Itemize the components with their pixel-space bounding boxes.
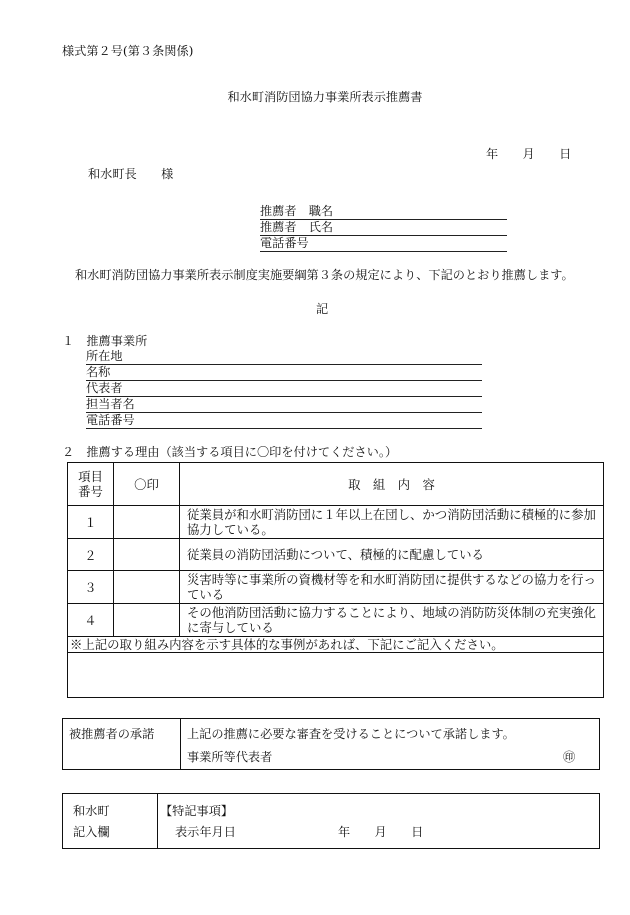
- item-number-header-line2: 番号: [78, 484, 103, 499]
- content-header: 取 組 内 容: [180, 463, 604, 506]
- consent-text: 上記の推薦に必要な審査を受けることについて承諾します。: [187, 727, 515, 741]
- document-title: 和水町消防団協力事業所表示推薦書: [227, 90, 423, 104]
- table-row: [68, 506, 604, 539]
- row-content: [180, 539, 604, 571]
- mark-header: 〇印: [114, 463, 180, 506]
- contact-person-field: [86, 396, 482, 413]
- row-content-text: 従業員の消防団活動について、積極的に配慮している: [187, 547, 484, 562]
- row-content-text: その他消防団活動に協力することにより、地域の消防防災体制の充実強化に寄与している: [187, 605, 596, 635]
- row-number: ３: [68, 571, 114, 604]
- recommender-name-field: [260, 219, 507, 236]
- date-line: 年 月 日: [486, 147, 572, 161]
- town-label-line2: 記入欄: [73, 825, 110, 839]
- example-entry-row: [68, 653, 604, 698]
- address-field: [86, 348, 482, 365]
- display-date-line: 年 月 日: [338, 825, 424, 839]
- row-content-text: 従業員が和水町消防団に１年以上在団し、かつ消防団活動に積極的に参加協力している。: [187, 507, 596, 537]
- town-entry-divider: [157, 794, 158, 848]
- town-entry-box: [62, 793, 600, 849]
- consent-label: 被推薦者の承諾: [69, 727, 155, 741]
- town-label-line1: 和水町: [73, 804, 110, 818]
- table-row: [68, 539, 604, 571]
- addressee: 和水町長 様: [88, 167, 174, 181]
- mark-cell: [114, 571, 180, 604]
- recommender-phone-label: 電話番号: [260, 236, 309, 250]
- note-text: ※上記の取り組み内容を示す具体的な事例があれば、下記にご記入ください。: [70, 637, 504, 652]
- representative-label: 代表者: [86, 381, 123, 395]
- row-content: [180, 604, 604, 637]
- mark-cell: [114, 539, 180, 571]
- row-content: [180, 506, 604, 539]
- representative-label: 事業所等代表者: [187, 750, 273, 764]
- recommender-name-label: 推薦者 氏名: [260, 220, 334, 234]
- row-content-text: 災害時等に事業所の資機材等を和水町消防団に提供するなどの協力を行っている: [187, 572, 596, 602]
- recommender-title-field: [260, 203, 507, 220]
- table-header-row: [68, 463, 604, 506]
- note-cell: [68, 637, 604, 653]
- contact-person-label: 担当者名: [86, 397, 135, 411]
- company-phone-field: [86, 412, 482, 429]
- note-row: [68, 637, 604, 653]
- company-phone-label: 電話番号: [86, 413, 135, 427]
- row-number: ４: [68, 604, 114, 637]
- company-name-field: [86, 364, 482, 381]
- mark-cell: [114, 604, 180, 637]
- consent-box: [62, 718, 600, 770]
- display-date-label: 表示年月日: [175, 825, 236, 839]
- special-notes-label: 【特記事項】: [160, 804, 234, 818]
- address-label: 所在地: [86, 349, 123, 363]
- recommender-title-label: 推薦者 職名: [260, 204, 334, 218]
- mark-cell: [114, 506, 180, 539]
- item-number-header: [68, 463, 114, 506]
- company-name-label: 名称: [86, 365, 111, 379]
- form-number-label: 様式第２号(第３条関係): [62, 44, 194, 58]
- ki-heading: 記: [316, 302, 329, 316]
- recommender-phone-field: [260, 235, 507, 252]
- example-entry-cell: [68, 653, 604, 698]
- item-number-header-line1: 項目: [78, 469, 103, 484]
- row-number: １: [68, 506, 114, 539]
- seal-icon: ㊞: [563, 750, 576, 764]
- statement-text: 和水町消防団協力事業所表示制度実施要綱第３条の規定により、下記のとおり推薦します。: [75, 268, 574, 282]
- representative-field: [86, 380, 482, 397]
- section1-heading: １ 推薦事業所: [62, 334, 148, 348]
- row-content: [180, 571, 604, 604]
- row-number: ２: [68, 539, 114, 571]
- reason-table: [67, 462, 604, 698]
- table-row: [68, 604, 604, 637]
- consent-divider: [180, 719, 181, 769]
- section2-heading: ２ 推薦する理由（該当する項目に〇印を付けてください。）: [62, 445, 398, 459]
- table-row: [68, 571, 604, 604]
